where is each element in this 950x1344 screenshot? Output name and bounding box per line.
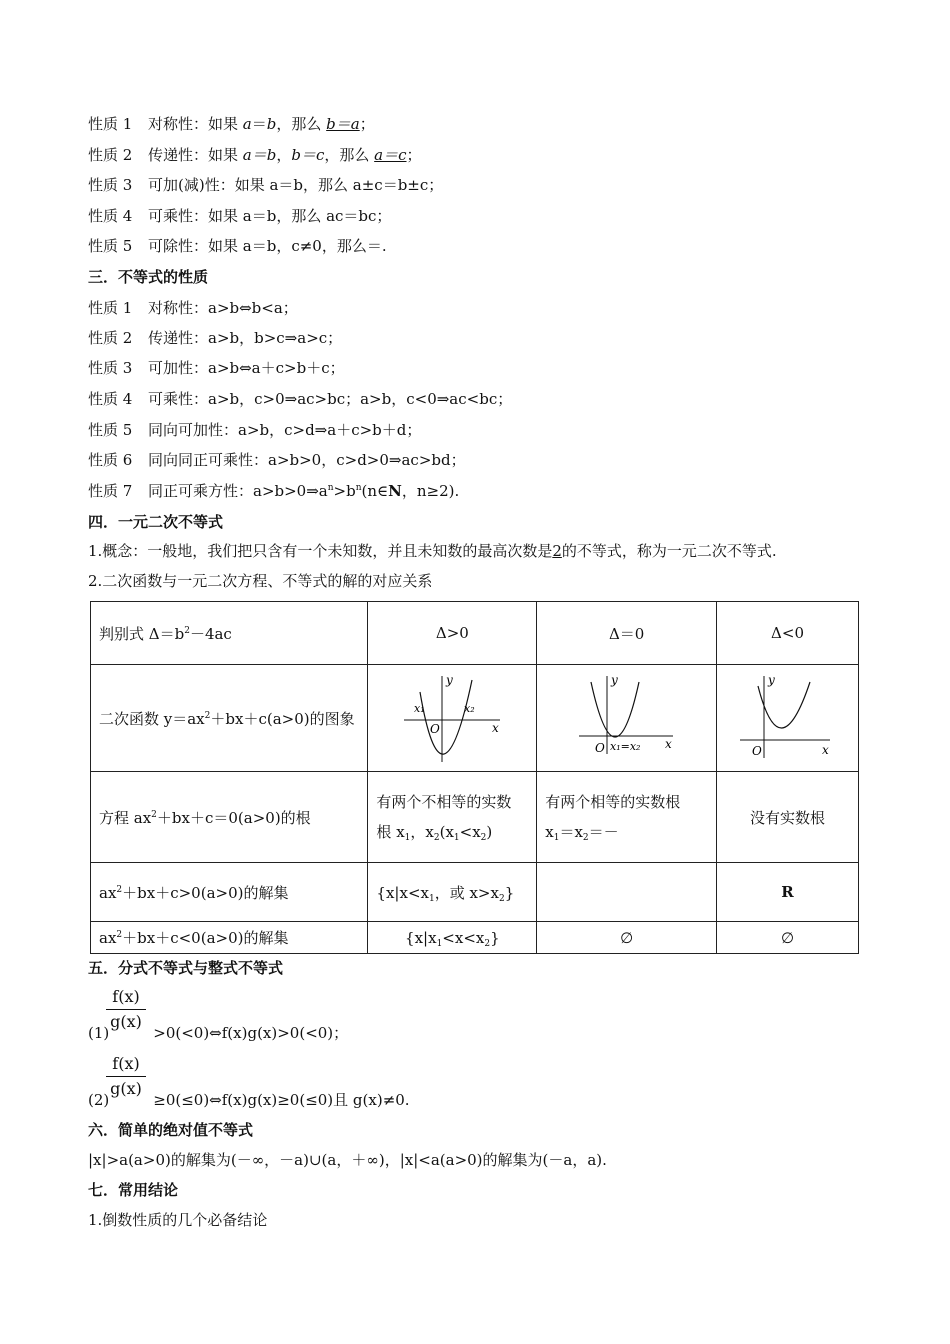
origin-label: O: [430, 722, 441, 736]
section-6-title: 六．简单的绝对值不等式: [88, 1121, 254, 1139]
y-label: y: [610, 673, 618, 687]
table-cell: 没有实数根: [717, 772, 859, 863]
origin-label: O: [594, 741, 605, 755]
table-cell: Δ＝0: [537, 602, 717, 665]
double-root-label: x₁=x₂: [609, 740, 641, 753]
table-row: [91, 772, 859, 863]
inequality-property-6: 性质 6 同向同正可乘性：a>b>0，c>d>0⇒ac>bd；: [88, 451, 466, 469]
property-tag: 性质 5: [88, 237, 133, 255]
table-cell: ∅: [537, 922, 717, 954]
parabola-curve: [758, 682, 810, 728]
absolute-value-line: |x|>a(a>0)的解集为(－∞，－a)∪(a，＋∞)，|x|<a(a>0)的解集为(－a，a).: [88, 1151, 607, 1169]
row-label: 二次函数 $y=ax^2+bx+c(a>0)$的图象: [91, 665, 368, 772]
parabola-two-roots-graph: [402, 672, 502, 764]
parabola-curve: [420, 680, 472, 754]
property-tag: 性质 1: [88, 115, 133, 133]
table-cell: [537, 665, 717, 772]
equality-property-4: 性质 4 可乘性：如果 a＝b，那么 ac＝bc；: [88, 207, 392, 225]
table-row: [91, 863, 859, 922]
conclusion-item-1: 1.倒数性质的几个必备结论: [88, 1211, 268, 1229]
equality-property-3: 性质 3 可加(减)性：如果 a＝b，那么 a±c＝b±c；: [88, 176, 444, 194]
origin-label: O: [751, 744, 762, 758]
parabola-no-root-graph: [738, 672, 838, 764]
table-row: [91, 602, 859, 665]
x-label: x: [664, 737, 672, 751]
root-x2-label: x₂: [464, 702, 475, 715]
table-cell: 有两个不相等的实数 根 $x_1$，$x_2(x_1<x_2)$: [368, 772, 537, 863]
table-row: [91, 922, 859, 954]
table-cell: [368, 665, 537, 772]
fraction-item-2: (2) ≥0(≤0)⇔f(x)g(x)≥0(≤0)且 g(x)≠0.: [88, 1091, 410, 1109]
table-cell: 有两个相等的实数根 $x_1=x_2=-$: [537, 772, 717, 863]
row-label: 方程 $ax^2+bx+c=0(a>0)$的根: [91, 772, 368, 863]
fraction-1: f(x) g(x): [106, 986, 146, 1033]
table-cell: {$x|x<x_1$，或 $x>x_2$}: [368, 863, 537, 922]
x-label: x: [821, 743, 829, 757]
inequality-property-1: 性质 1 对称性：a>b⇔b<a；: [88, 299, 298, 317]
x-label: x: [492, 721, 500, 735]
table-cell: Δ>0: [368, 602, 537, 665]
inequality-property-3: 性质 3 可加性：a>b⇔a＋c>b＋c；: [88, 359, 345, 377]
root-x1-label: x₁: [414, 702, 425, 715]
table-cell: $\{x|x_1<x<x_2\}$: [368, 922, 537, 954]
concept-line: 1.概念：一般地，我们把只含有一个未知数，并且未知数的最高次数是2的不等式，称为一元二次不等式.: [88, 542, 777, 560]
inequality-property-4: 性质 4 可乘性：a>b，c>0⇒ac>bc；a>b，c<0⇒ac<bc；: [88, 390, 513, 408]
underlined-answer: 2: [552, 542, 562, 560]
y-label: y: [446, 673, 454, 687]
underlined-answer: a＝c: [374, 146, 407, 164]
underlined-answer: b＝a: [326, 115, 360, 133]
section-5-title: 五．分式不等式与整式不等式: [88, 959, 284, 977]
table-row: [91, 665, 859, 772]
property-tag: 性质 2: [88, 146, 133, 164]
parabola-curve: [591, 682, 639, 737]
equality-property-2: 性质 2 传递性：如果 a＝b，b＝c，那么 a＝c；: [88, 146, 422, 164]
relation-title: 2.二次函数与一元二次方程、不等式的解的对应关系: [88, 572, 433, 590]
parabola-double-root-graph: [577, 672, 677, 764]
section-4-title: 四．一元二次不等式: [88, 513, 224, 531]
fraction-2: f(x) g(x): [106, 1053, 146, 1100]
property-tag: 性质 3: [88, 176, 133, 194]
property-tag: 性质 4: [88, 207, 133, 225]
table-cell: Δ<0: [717, 602, 859, 665]
table-cell: [717, 665, 859, 772]
table-cell: [537, 863, 717, 922]
table-cell: R: [717, 863, 859, 922]
fraction-item-1: (1) >0(<0)⇔f(x)g(x)>0(<0)；: [88, 1024, 349, 1042]
quadratic-relation-table: [90, 601, 859, 954]
section-3-title: 三．不等式的性质: [88, 268, 209, 286]
inequality-property-5: 性质 5 同向可加性：a>b，c>d⇒a＋c>b＋d；: [88, 421, 422, 439]
row-label: 判别式 $\Delta=b^2-4ac$: [91, 602, 368, 665]
section-7-title: 七．常用结论: [88, 1181, 179, 1199]
row-label: $ax^2+bx+c<0(a>0)$的解集: [91, 922, 368, 954]
inequality-property-2: 性质 2 传递性：a>b，b>c⇒a>c；: [88, 329, 343, 347]
row-label: $ax^2+bx+c>0(a>0)$的解集: [91, 863, 368, 922]
equality-property-1: 性质 1 对称性：如果 a＝b，那么 b＝a；: [88, 115, 375, 133]
equality-property-5: 性质 5 可除性：如果 a＝b，c≠0，那么＝.: [88, 237, 387, 255]
y-label: y: [767, 673, 775, 687]
inequality-property-7: 性质 7 同正可乘方性：$a>b>0\Rightarrow a^n>b^n(n\in N$，n≥2).: [88, 482, 460, 500]
table-cell: ∅: [717, 922, 859, 954]
